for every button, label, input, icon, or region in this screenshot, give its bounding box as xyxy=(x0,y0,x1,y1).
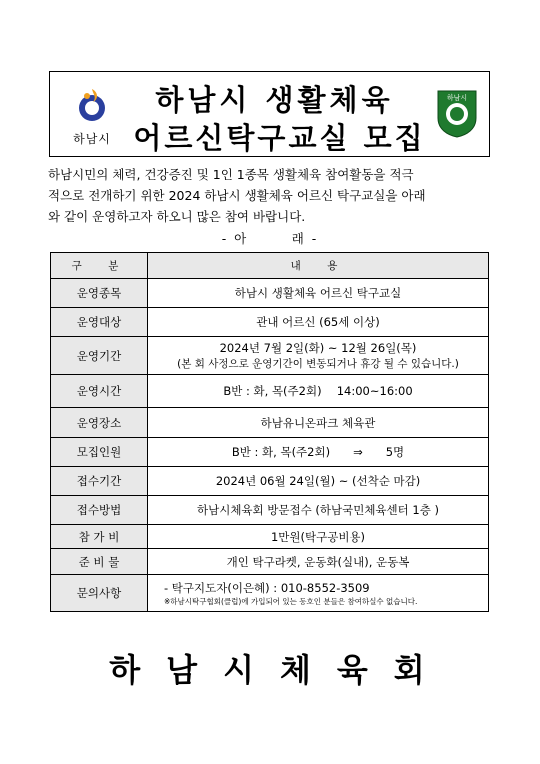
page-title-line1: 하남시 생활체육 xyxy=(155,83,394,117)
row-label: 운영시간 xyxy=(51,375,148,408)
row-label: 운영기간 xyxy=(51,337,148,375)
row-label: 참 가 비 xyxy=(51,525,148,549)
table-header-row xyxy=(51,253,489,279)
row-label: 운영종목 xyxy=(51,279,148,308)
header-label: 구 분 xyxy=(51,253,148,279)
table-row xyxy=(51,308,489,337)
row-content xyxy=(148,575,489,612)
table-row xyxy=(51,279,489,308)
intro-line-3: 와 같이 운영하고자 하오니 많은 참여 바랍니다. xyxy=(48,209,306,224)
row-content: 하남시체육회 방문접수 (하남국민체육센터 1층 ) xyxy=(148,496,489,525)
row-content: B반 : 화, 목(주2회) ⇒ 5명 xyxy=(148,438,489,467)
info-table xyxy=(50,252,489,612)
city-logo xyxy=(62,86,122,146)
below-heading: - 아 래 - xyxy=(221,231,319,246)
intro-paragraph xyxy=(48,164,494,227)
city-logo-text: 하남시 xyxy=(73,132,111,146)
row-content: 1만원(탁구공비용) xyxy=(148,525,489,549)
table-row xyxy=(51,467,489,496)
table-row xyxy=(51,496,489,525)
period-note: (본 회 사정으로 운영기간이 변동되거나 휴강 될 수 있습니다.) xyxy=(177,358,459,370)
row-content xyxy=(148,337,489,375)
table-row xyxy=(51,575,489,612)
row-content: 관내 어르신 (65세 이상) xyxy=(148,308,489,337)
row-label: 모집인원 xyxy=(51,438,148,467)
table-row xyxy=(51,525,489,549)
row-content: 개인 탁구라켓, 운동화(실내), 운동복 xyxy=(148,549,489,575)
sports-council-emblem xyxy=(435,88,479,138)
row-content: 2024년 06월 24일(월) ~ (선착순 마감) xyxy=(148,467,489,496)
row-content: 하남시 생활체육 어르신 탁구교실 xyxy=(148,279,489,308)
title-box xyxy=(49,71,490,157)
row-label: 문의사항 xyxy=(51,575,148,612)
table-row xyxy=(51,337,489,375)
table-row xyxy=(51,549,489,575)
row-content: 하남유니온파크 체육관 xyxy=(148,408,489,438)
table-row xyxy=(51,408,489,438)
table-row xyxy=(51,438,489,467)
emblem-text: 하남시 xyxy=(446,94,468,102)
intro-line-2: 적으로 전개하기 위한 2024 하남시 생활체육 어르신 탁구교실을 아래 xyxy=(48,188,426,203)
table-row xyxy=(51,375,489,408)
header-content: 내 용 xyxy=(148,253,489,279)
contact-text: - 탁구지도자(이은혜) : 010-8552-3509 xyxy=(164,580,370,595)
row-content: B반 : 화, 목(주2회) 14:00~16:00 xyxy=(148,375,489,408)
shield-emblem-icon xyxy=(435,88,479,138)
organization-name: 하남시체육회 xyxy=(109,651,451,689)
city-logo-icon xyxy=(75,86,109,124)
row-label: 접수방법 xyxy=(51,496,148,525)
row-label: 접수기간 xyxy=(51,467,148,496)
page-title-line2: 어르신탁구교실 모집 xyxy=(133,121,426,155)
period-text: 2024년 7월 2일(화) ~ 12월 26일(목) xyxy=(219,341,417,355)
contact-note: ※하남시탁구협회(클럽)에 가입되어 있는 동호인 분들은 참여하실수 없습니다. xyxy=(164,596,418,606)
row-label: 준 비 물 xyxy=(51,549,148,575)
row-label: 운영대상 xyxy=(51,308,148,337)
row-label: 운영장소 xyxy=(51,408,148,438)
intro-line-1: 하남시민의 체력, 건강증진 및 1인 1종목 생활체육 참여활동을 적극 xyxy=(48,167,414,182)
